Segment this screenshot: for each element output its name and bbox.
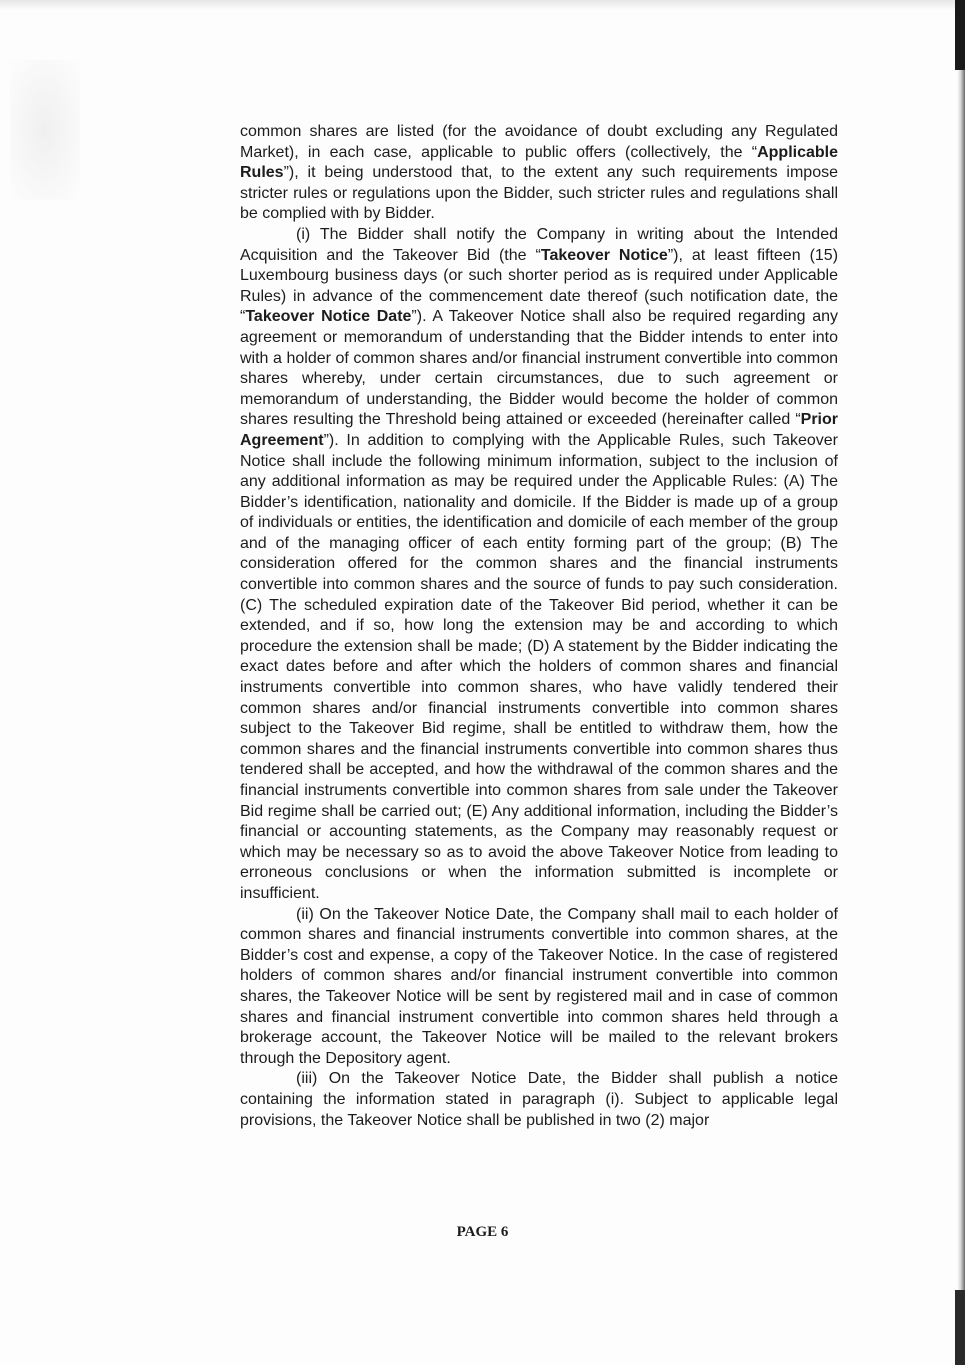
scan-right-edge-bottom-mark bbox=[955, 1290, 965, 1365]
defined-term-prior-agreement: Prior Agreement bbox=[240, 411, 838, 449]
scan-smudge bbox=[10, 60, 80, 200]
paragraph-iii bbox=[240, 1069, 838, 1131]
text-run: ”). In addition to complying with the Applicable Rules, such Takeover Notice shall include the following minimum information, subject to the inclusion of any additional information as may be required under the Applicable Rules: (A) The Bidder’s identification, nationality and domicile. If the Bidder is made up of a group of individuals or entities, the identification and domicile of each member of the group and of the managing officer of each entity forming part of the group; (B) The consideration offered for the common shares and the financial instruments convertible into common shares and the source of funds to pay such consideration. (C) The scheduled expiration date of the Takeover Bid period, whether it can be extended, and if so, how long the extension may be and according to which procedure the extension shall be made; (D) A statement by the Bidder indicating the exact dates before and after which the holders of common shares and financial instruments convertible into common shares, who have validly tendered their common shares and/or financial instruments convertible into common shares subject to the Takeover Bid regime, shall be entitled to withdraw them, how the common shares and the financial instruments convertible into common shares thus tendered shall be accepted, and how the withdrawal of the common shares and the financial instruments convertible into common shares from sale under the Takeover Bid regime shall be carried out; (E) Any additional information, including the Bidder’s financial or accounting statements, as the Company may reasonably request or which may be necessary so as to avoid the above Takeover Notice from leading to erroneous conclusions or when the information submitted is incomplete or insufficient. bbox=[240, 431, 838, 902]
text-run: (ii) On the Takeover Notice Date, the Company shall mail to each holder of common shares and financial instruments convertible into common shares, at the Bidder’s cost and expense, a copy of the Takeover Notice. In the case of registered holders of common shares and/or financial instrument convertible into common shares, the Takeover Notice will be sent by registered mail and in case of common shares and financial instrument convertible into common shares held through a brokerage account, the Takeover Notice will be mailed to the relevant brokers through the Depository agent. bbox=[240, 905, 838, 1067]
scan-right-edge bbox=[957, 0, 965, 1365]
text-run: common shares are listed (for the avoidance of doubt excluding any Regulated Market), in each case, applicable to public offers (collectively, the “ bbox=[240, 123, 838, 161]
text-run: (iii) On the Takeover Notice Date, the Bidder shall publish a notice containing the information stated in paragraph (i). Subject to applicable legal provisions, the Takeover Notice shall be published in two (2) major bbox=[240, 1070, 838, 1129]
page-number: PAGE 6 bbox=[456, 1224, 509, 1240]
text-run: ”), it being understood that, to the extent any such requirements impose stricter rules or regulations upon the Bidder, such stricter rules and regulations shall be complied with by Bidder. bbox=[240, 164, 838, 223]
defined-term-takeover-notice-date: Takeover Notice Date bbox=[245, 308, 412, 326]
paragraph-continuation bbox=[240, 122, 838, 225]
text-run: (i) The Bidder shall notify the Company in writing about the Intended Acquisition and the Takeover Bid (the “ bbox=[240, 225, 838, 264]
paragraph-ii bbox=[240, 905, 838, 1070]
text-run: ”). A Takeover Notice shall also be required regarding any agreement or memorandum of understanding that the Bidder intends to enter into with a holder of common shares and/or financial instrument convertible into common shares whereby, under certain circumstances, due to such agreement or memorandum of understanding, the Bidder would become the holder of common shares resulting the Threshold being attained or exceeded (hereinafter called “ bbox=[240, 308, 839, 429]
body-text bbox=[240, 122, 838, 1131]
defined-term-takeover-notice: Takeover Notice bbox=[540, 246, 668, 264]
scan-top-edge bbox=[0, 0, 965, 10]
paragraph-i bbox=[240, 225, 838, 905]
defined-term-applicable-rules: Applicable Rules bbox=[240, 143, 838, 182]
text-run: ”), at least fifteen (15) Luxembourg business days (or such shorter period as is required under Applicable Rules) in advance of the commencement date thereof (such notification date, the “ bbox=[240, 246, 839, 326]
scan-right-edge-top-mark bbox=[955, 0, 965, 70]
